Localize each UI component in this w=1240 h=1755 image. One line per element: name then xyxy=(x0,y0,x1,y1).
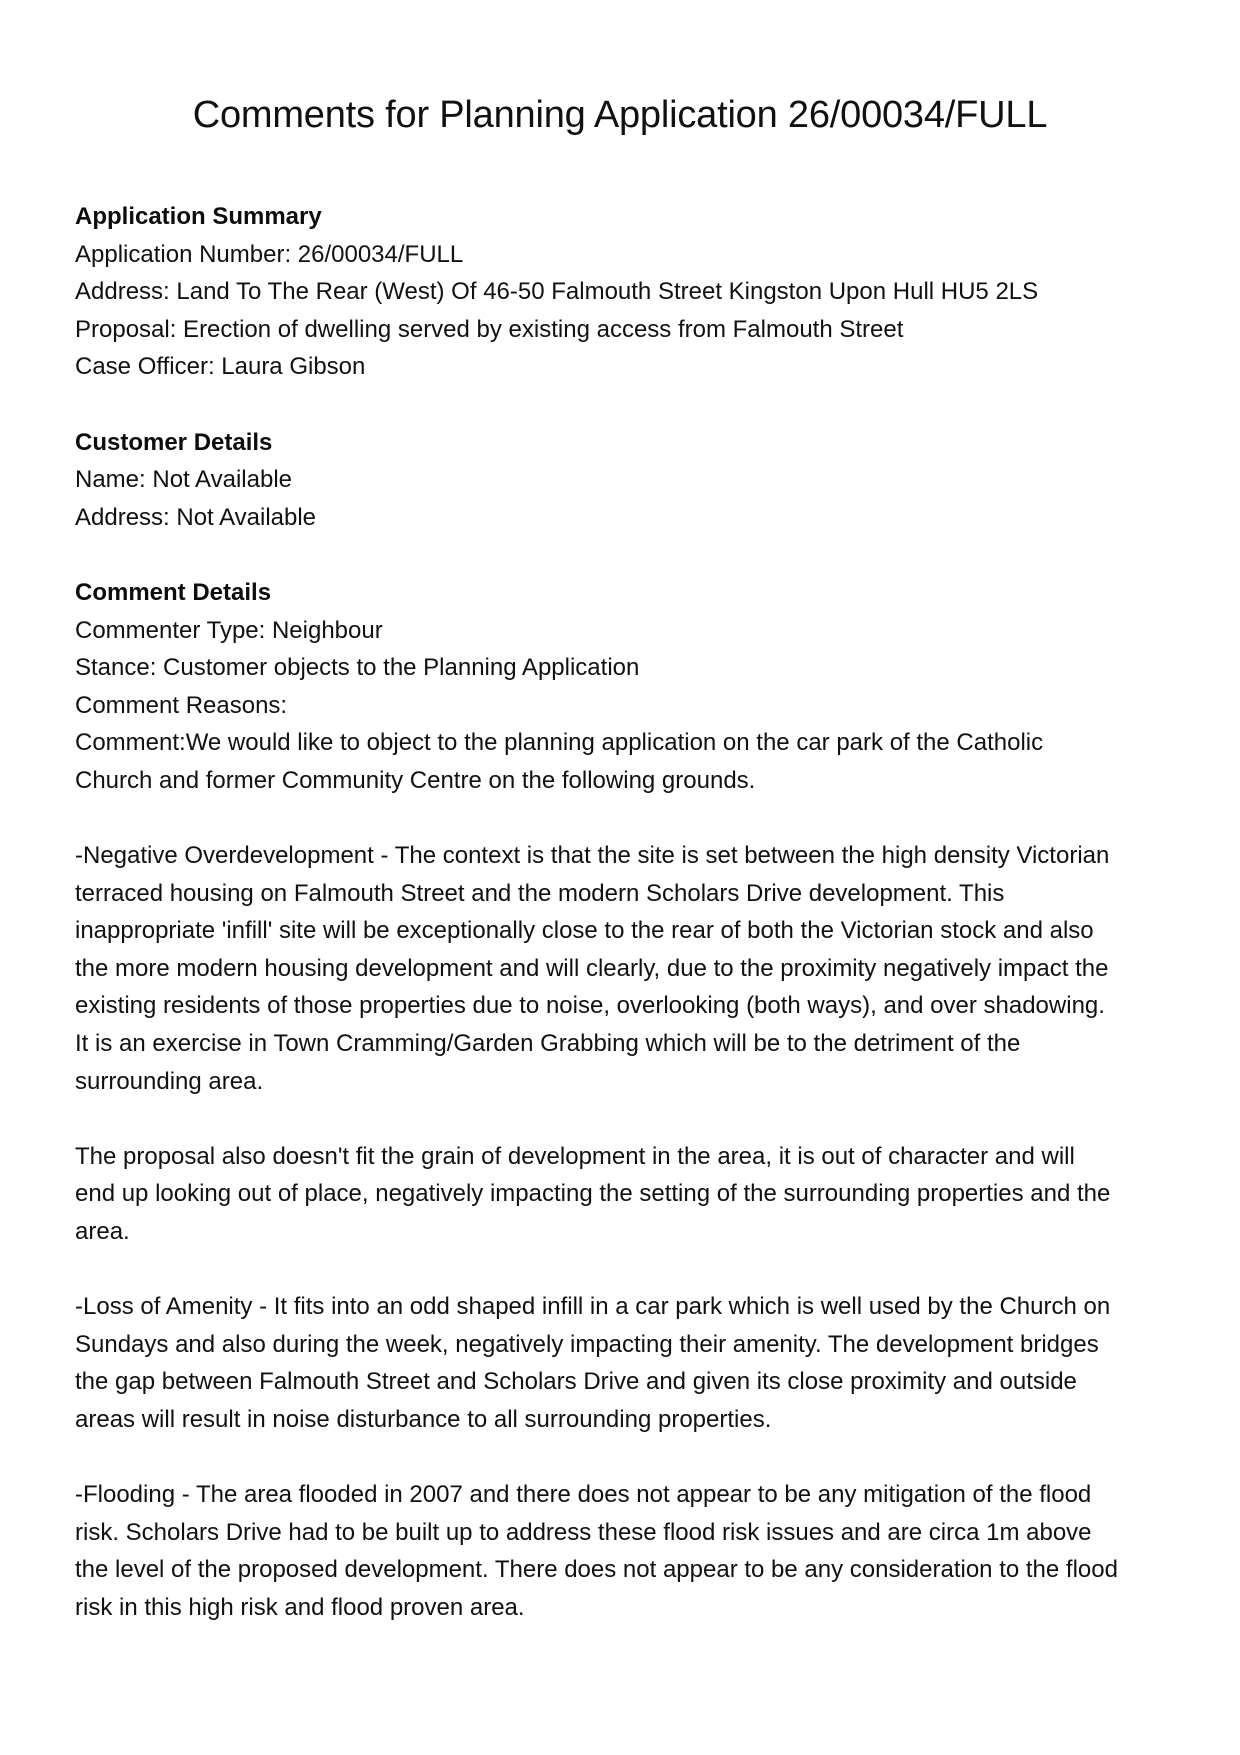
spacer xyxy=(75,536,1118,574)
customer-name: Name: Not Available xyxy=(75,466,293,494)
paragraph-line: the more modern housing development and will clearly, due to the proximity negatively impact the xyxy=(75,954,1109,982)
comment-intro-line: Church and former Community Centre on the following grounds. xyxy=(75,766,756,794)
application-proposal: Proposal: Erection of dwelling served by existing access from Falmouth Street xyxy=(75,315,904,343)
spacer xyxy=(75,1439,1118,1477)
application-number: Application Number: 26/00034/FULL xyxy=(75,240,464,268)
paragraph-line: existing residents of those properties due to noise, overlooking (both ways), and over shadowing. xyxy=(75,992,1105,1020)
page-title: Comments for Planning Application 26/00034/FULL xyxy=(192,94,1048,136)
comment-paragraph-flooding xyxy=(75,1476,1118,1626)
comment-paragraph-overdevelopment xyxy=(75,837,1118,1100)
case-officer: Case Officer: Laura Gibson xyxy=(75,353,366,381)
paragraph-line: areas will result in noise disturbance to all surrounding properties. xyxy=(75,1406,772,1433)
spacer xyxy=(75,386,1118,424)
paragraph-line: Sundays and also during the week, negatively impacting their amenity. The development bridges xyxy=(75,1330,1099,1358)
customer-address: Address: Not Available xyxy=(75,503,317,531)
paragraph-line: end up looking out of place, negatively impacting the setting of the surrounding properties and the xyxy=(75,1180,1111,1208)
document-body xyxy=(75,198,1118,1627)
paragraph-line: risk. Scholars Drive had to be built up to address these flood risk issues and are circa 1m above xyxy=(75,1518,1092,1546)
spacer xyxy=(75,1251,1118,1289)
paragraph-line: area. xyxy=(75,1218,130,1246)
comment-paragraph-amenity xyxy=(75,1288,1118,1438)
spacer xyxy=(75,800,1118,838)
commenter-type: Commenter Type: Neighbour xyxy=(75,616,383,644)
application-summary-heading: Application Summary xyxy=(75,203,322,230)
paragraph-line: risk in this high risk and flood proven area. xyxy=(75,1593,525,1621)
paragraph-line: -Negative Overdevelopment - The context is that the site is set between the high density Victorian xyxy=(75,842,1110,870)
customer-details-heading: Customer Details xyxy=(75,428,273,456)
paragraph-line: It is an exercise in Town Cramming/Garden Grabbing which will be to the detriment of the xyxy=(75,1030,1021,1058)
comment-intro-line: Comment:We would like to object to the planning application on the car park of the Catholic xyxy=(75,729,1044,757)
application-address: Address: Land To The Rear (West) Of 46-50 Falmouth Street Kingston Upon Hull HU5 2LS xyxy=(75,278,1039,306)
comment-details-section xyxy=(75,574,1118,800)
paragraph-line: The proposal also doesn't fit the grain of development in the area, it is out of character and will xyxy=(75,1142,1075,1170)
comment-paragraph-grain xyxy=(75,1138,1118,1251)
spacer xyxy=(75,1100,1118,1138)
customer-details-section xyxy=(75,424,1118,537)
paragraph-line: -Flooding - The area flooded in 2007 and there does not appear to be any mitigation of the flood xyxy=(75,1481,1092,1509)
paragraph-line: inappropriate 'infill' site will be exceptionally close to the rear of both the Victorian stock and also xyxy=(75,917,1094,945)
comment-reasons: Comment Reasons: xyxy=(75,691,288,719)
stance: Stance: Customer objects to the Planning Application xyxy=(75,654,640,682)
paragraph-line: the level of the proposed development. There does not appear to be any consideration to the flood xyxy=(75,1556,1118,1584)
paragraph-line: the gap between Falmouth Street and Scholars Drive and given its close proximity and outside xyxy=(75,1368,1077,1396)
paragraph-line: -Loss of Amenity - It fits into an odd shaped infill in a car park which is well used by the Church on xyxy=(75,1293,1111,1321)
paragraph-line: surrounding area. xyxy=(75,1067,264,1095)
comment-details-heading: Comment Details xyxy=(75,578,272,606)
paragraph-line: terraced housing on Falmouth Street and the modern Scholars Drive development. This xyxy=(75,879,1005,907)
application-summary-section xyxy=(75,198,1118,386)
